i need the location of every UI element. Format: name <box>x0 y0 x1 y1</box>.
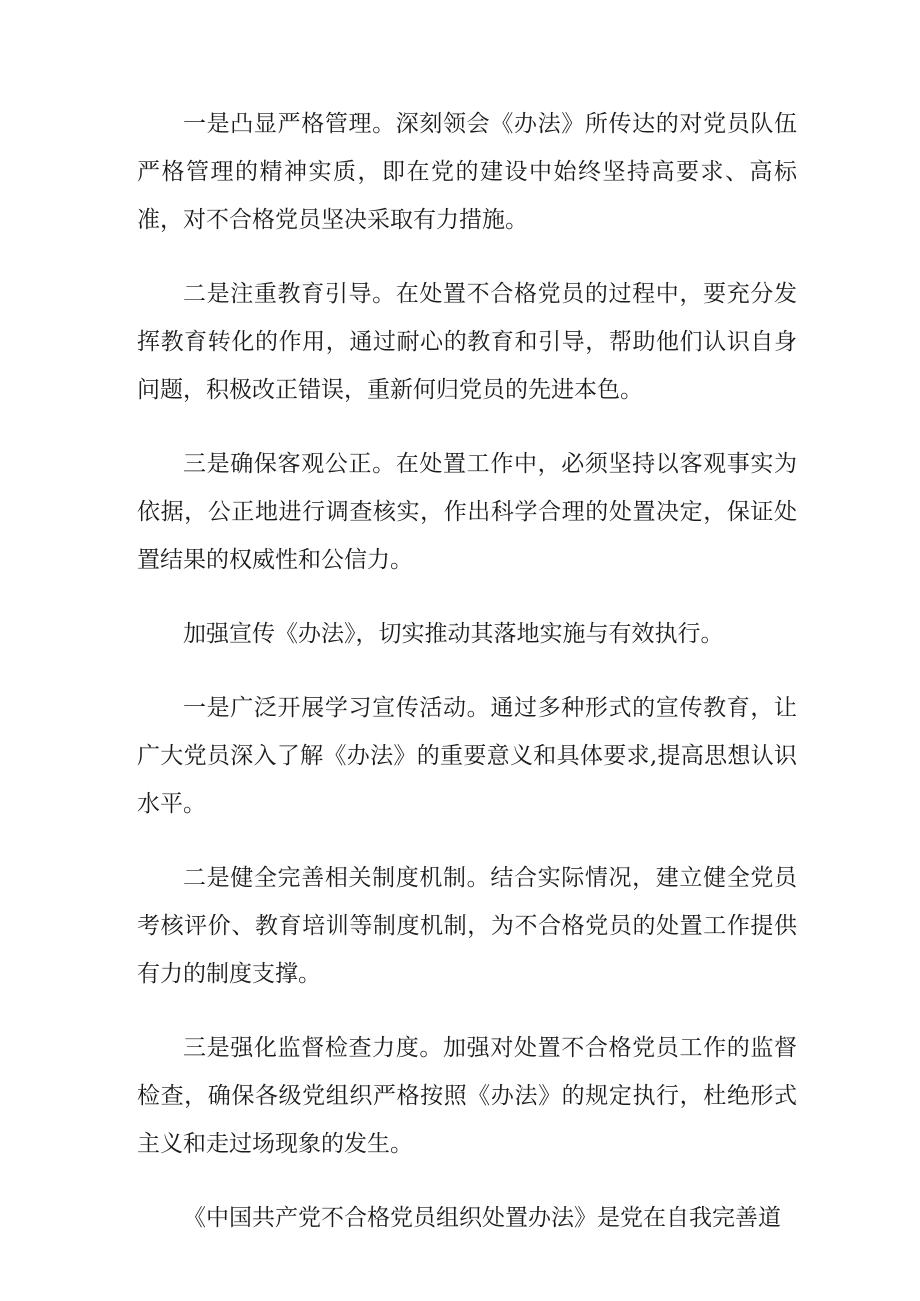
paragraph-3: 三是确保客观公正。在处置工作中，必须坚持以客观事实为依据，公正地进行调查核实，作出科学合理的处置决定，保证处置结果的权威性和公信力。 <box>137 451 797 573</box>
paragraph-6: 二是健全完善相关制度机制。结合实际情况，建立健全党员考核评价、教育培训等制度机制，为不合格党员的处置工作提供有力的制度支撑。 <box>137 865 797 987</box>
paragraph-4: 加强宣传《办法》，切实推动其落地实施与有效执行。 <box>183 621 724 647</box>
paragraph-5: 一是广泛开展学习宣传活动。通过多种形式的宣传教育，让广大党员深入了解《办法》的重要意义和具体要求,提高思想认识水平。 <box>137 695 797 817</box>
paragraph-1: 一是凸显严格管理。深刻领会《办法》所传达的对党员队伍严格管理的精神实质，即在党的建设中始终坚持高要求、高标准，对不合格党员坚决采取有力措施。 <box>137 111 797 233</box>
document-body <box>137 100 797 1268</box>
paragraph-8: 《中国共产党不合格党员组织处置办法》是党在自我完善道 <box>183 1205 781 1231</box>
paragraph-2: 二是注重教育引导。在处置不合格党员的过程中，要充分发挥教育转化的作用，通过耐心的教育和引导，帮助他们认识自身问题，积极改正错误，重新何归党员的先进本色。 <box>137 281 797 403</box>
paragraph-7: 三是强化监督检查力度。加强对处置不合格党员工作的监督检查，确保各级党组织严格按照《办法》的规定执行，杜绝形式主义和走过场现象的发生。 <box>137 1035 797 1157</box>
